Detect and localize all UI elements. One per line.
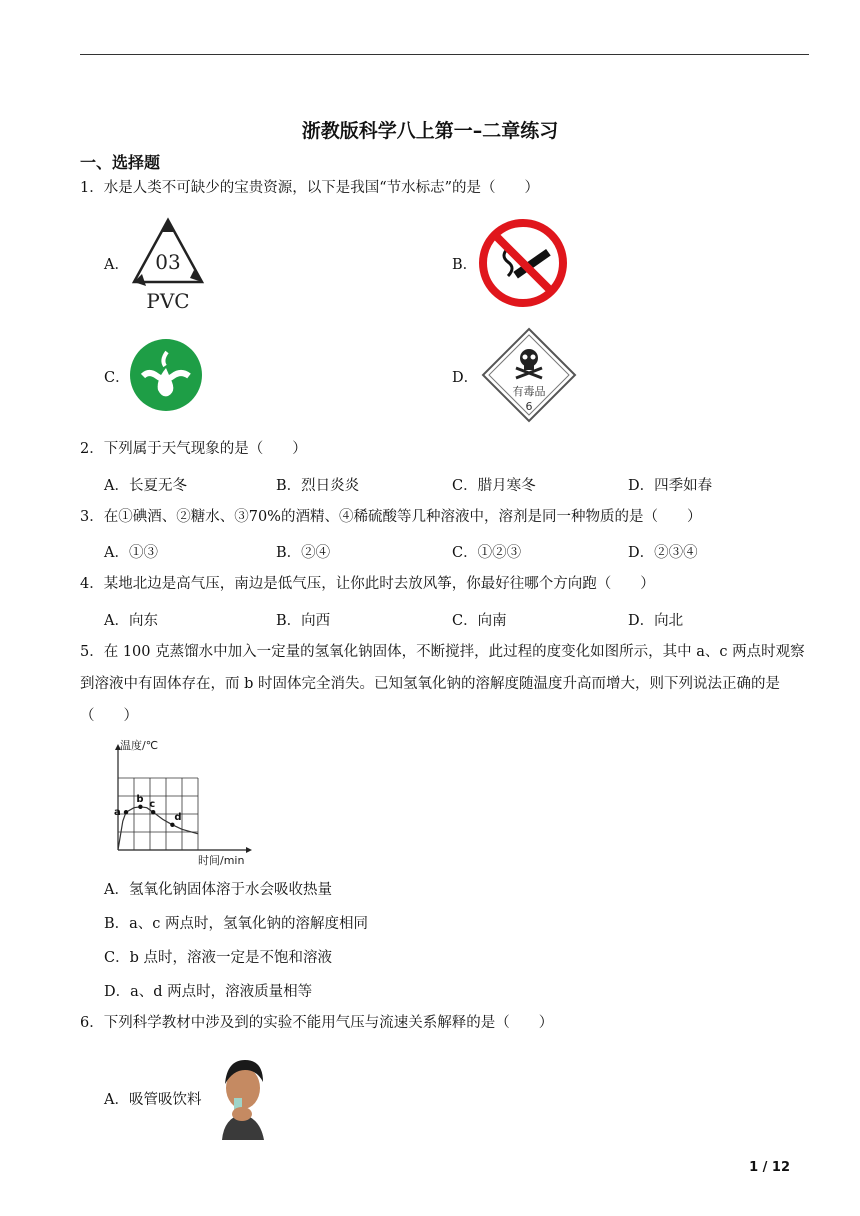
chart-point-c — [151, 810, 155, 814]
q4-option-d[interactable]: D．向北 — [628, 613, 684, 629]
q5-option-b[interactable]: B．a、c 两点时，氢氧化钠的溶解度相同 — [104, 916, 369, 932]
chart-xlabel: 时间/min — [198, 854, 245, 867]
page-number: 1 / 12 — [749, 1160, 790, 1175]
q4-option-a[interactable]: A．向东 — [104, 613, 158, 629]
pvc-number: 03 — [155, 250, 181, 274]
temperature-time-chart — [100, 736, 260, 870]
q5-option-d[interactable]: D．a、d 两点时，溶液质量相等 — [104, 984, 313, 1000]
chart-curve — [118, 807, 198, 850]
q3-option-a[interactable]: A．①③ — [104, 545, 158, 561]
q3-option-c[interactable]: C．①②③ — [452, 545, 522, 561]
chart-point-label-b: b — [136, 793, 144, 805]
chart-point-a — [124, 810, 128, 814]
q1-option-b-label[interactable]: B． — [452, 257, 478, 273]
chart-x-arrow — [246, 847, 252, 853]
question-6-stem: 6．下列科学教材中涉及到的实验不能用气压与流速关系解释的是（ ） — [80, 1015, 554, 1031]
q1-option-d-label[interactable]: D． — [452, 370, 479, 386]
toxic-hazard-icon — [480, 326, 578, 424]
chart-point-label-d: d — [174, 811, 182, 823]
q2-option-a[interactable]: A．长夏无冬 — [104, 478, 187, 494]
chart-point-label-c: c — [149, 799, 156, 811]
toxic-label: 有毒品 — [512, 385, 546, 398]
page-title: 浙教版科学八上第一–二章练习 — [301, 120, 559, 142]
toxic-class-number: 6 — [525, 400, 533, 413]
q1-option-a-label[interactable]: A． — [104, 257, 129, 273]
q4-option-c[interactable]: C．向南 — [452, 613, 507, 629]
q4-option-b[interactable]: B．向西 — [276, 613, 331, 629]
chart-point-d — [170, 823, 174, 827]
q3-option-b[interactable]: B．②④ — [276, 545, 331, 561]
chart-point-label-a: a — [114, 807, 121, 819]
question-1-stem: 1．水是人类不可缺少的宝贵资源，以下是我国“节水标志”的是（ ） — [80, 180, 540, 196]
chart-ylabel: 温度/℃ — [120, 739, 159, 752]
question-3-stem: 3．在①碘酒、②糖水、③70%的酒精、④稀硫酸等几种溶液中，溶剂是同一种物质的是（ ） — [80, 509, 702, 525]
pvc-recycle-icon — [128, 212, 208, 312]
q5-option-c[interactable]: C．b 点时，溶液一定是不饱和溶液 — [104, 950, 332, 966]
q2-option-b[interactable]: B．烈日炎炎 — [276, 478, 360, 494]
boy-drinking-photo — [212, 1056, 274, 1140]
header-rule — [80, 54, 809, 55]
q2-option-d[interactable]: D．四季如春 — [628, 478, 713, 494]
chart-point-b — [138, 805, 142, 809]
question-4-stem: 4．某地北边是高气压，南边是低气压，让你此时去放风筝，你最好往哪个方向跑（ ） — [80, 576, 655, 592]
section-heading: 一、选择题 — [80, 153, 161, 172]
question-5-stem: 5．在 100 克蒸馏水中加入一定量的氢氧化钠固体，不断搅拌，此过程的度变化如图所示，其中 a、c 两点时观察到溶液中有固体存在，而 b 时固体完全消失。已知氢氧化钠的溶解度随温度升高而增大，则下列说法正确的是（ ） — [80, 644, 805, 724]
pvc-text: PVC — [146, 289, 190, 312]
q6-option-a[interactable]: A．吸管吸饮料 — [104, 1092, 202, 1108]
no-smoking-icon — [478, 218, 568, 308]
question-2-stem: 2．下列属于天气现象的是（ ） — [80, 441, 307, 457]
q3-option-d[interactable]: D．②③④ — [628, 545, 698, 561]
chart-points — [114, 794, 182, 827]
water-saving-icon — [129, 338, 203, 412]
q5-option-a[interactable]: A．氢氧化钠固体溶于水会吸收热量 — [104, 882, 332, 898]
q2-option-c[interactable]: C．腊月寒冬 — [452, 478, 536, 494]
q1-option-c-label[interactable]: C． — [104, 370, 130, 386]
